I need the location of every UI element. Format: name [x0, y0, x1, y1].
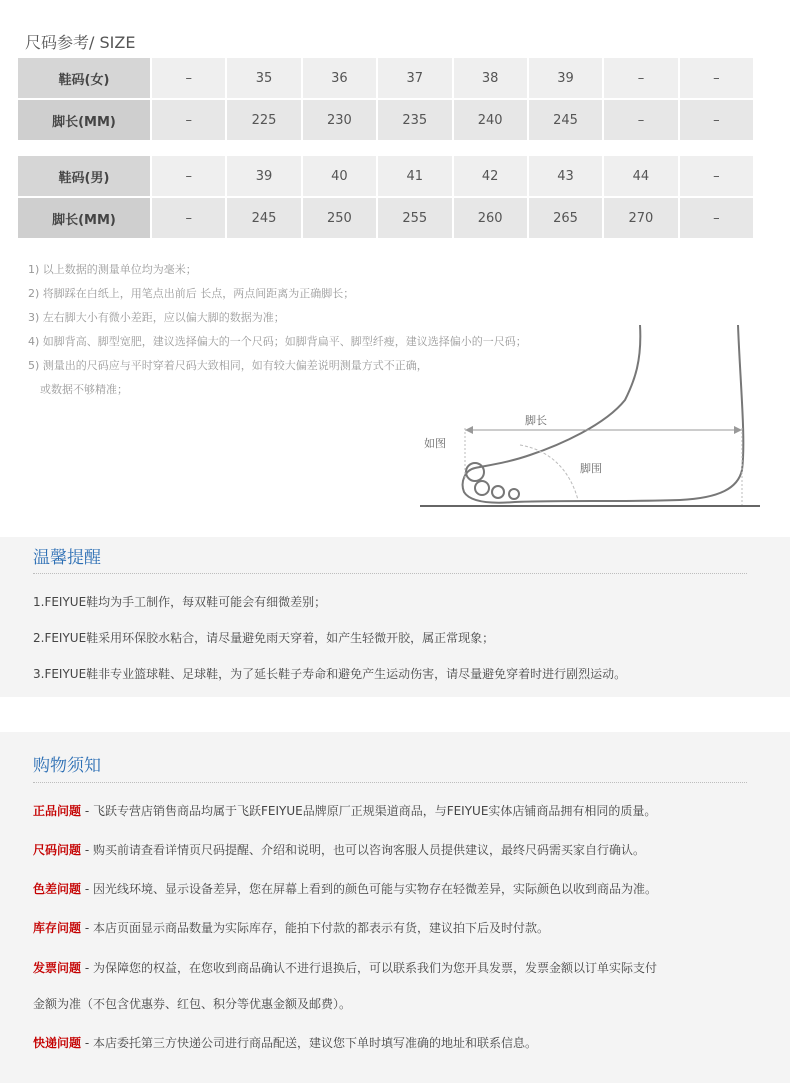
table-cell: 42	[453, 156, 528, 197]
table-row	[18, 58, 754, 99]
table-cell: 37	[377, 58, 452, 99]
tip-item: 3.FEIYUE鞋非专业篮球鞋、足球鞋，为了延长鞋子寿命和避免产生运动伤害，请尽量避免穿着时进行剧烈运动。	[33, 667, 627, 681]
notice-item	[33, 919, 549, 936]
toe	[475, 481, 489, 495]
notice-text: - 为保障您的权益，在您收到商品确认不进行退换后，可以联系我们为您开具发票，发票金额以订单实际支付	[81, 961, 657, 975]
table-cell: –	[679, 156, 754, 197]
size-title: 尺码参考/ SIZE	[25, 33, 136, 52]
notice-text: 金额为准（不包含优惠券、红包、积分等优惠金额及邮费）。	[33, 997, 352, 1011]
notice-item	[33, 995, 351, 1012]
notice-item	[33, 959, 657, 976]
table-cell: 230	[302, 99, 377, 141]
table-cell: –	[679, 197, 754, 239]
notice-key: 发票问题	[33, 961, 82, 975]
table-cell: –	[151, 99, 226, 141]
shopping-title: 购物须知	[33, 756, 101, 776]
table-row	[18, 197, 754, 239]
table-cell: 35	[226, 58, 301, 99]
example-label: 如图	[424, 438, 446, 450]
row-label: 鞋码(女)	[18, 58, 151, 99]
table-cell: 250	[302, 197, 377, 239]
notice-key: 正品问题	[33, 804, 82, 818]
length-label: 脚长	[525, 415, 547, 427]
table-cell: 245	[528, 99, 603, 141]
girth-arc	[520, 445, 578, 500]
table-cell: 44	[603, 156, 678, 197]
notice-item	[33, 841, 645, 858]
notice-key: 快递问题	[33, 1036, 82, 1050]
tips-section	[0, 537, 790, 697]
note-item: 4) 如脚背高、脚型宽肥，建议选择偏大的一个尺码；如脚背扁平、脚型纤瘦，建议选择偏小的一尺码；	[28, 335, 527, 348]
table-cell: 43	[528, 156, 603, 197]
tip-item: 2.FEIYUE鞋采用环保胶水粘合，请尽量避免雨天穿着，如产生轻微开胶，属正常现象；	[33, 631, 495, 645]
divider	[33, 573, 747, 574]
table-cell: 39	[226, 156, 301, 197]
table-cell: 260	[453, 197, 528, 239]
notice-text: - 飞跃专营店销售商品均属于飞跃FEIYUE品牌原厂正规渠道商品，与FEIYUE实体店铺商品拥有相同的质量。	[81, 804, 657, 818]
notice-text: - 购买前请查看详情页尺码提醒、介绍和说明，也可以咨询客服人员提供建议，最终尺码需买家自行确认。	[81, 843, 645, 857]
divider	[33, 782, 747, 783]
row-label: 脚长(MM)	[18, 99, 151, 141]
table-cell: 255	[377, 197, 452, 239]
table-cell: 245	[226, 197, 301, 239]
notice-item	[33, 1034, 537, 1051]
notice-key: 库存问题	[33, 921, 82, 935]
note-item: 或数据不够精准；	[40, 383, 128, 396]
shopping-section	[0, 732, 790, 1083]
notice-text: - 本店页面显示商品数量为实际库存，能拍下付款的都表示有货，建议拍下后及时付款。	[81, 921, 549, 935]
tips-title: 温馨提醒	[33, 548, 101, 568]
table-cell: –	[603, 99, 678, 141]
row-label: 鞋码(男)	[18, 156, 151, 197]
table-cell: 40	[302, 156, 377, 197]
notice-item	[33, 802, 656, 819]
note-item: 3) 左右脚大小有微小差距，应以偏大脚的数据为准；	[28, 311, 285, 324]
notice-item	[33, 880, 657, 897]
table-cell: 270	[603, 197, 678, 239]
note-item: 1) 以上数据的测量单位均为毫米；	[28, 263, 197, 276]
arrow-head-left	[465, 426, 473, 434]
women-size-table	[18, 58, 755, 142]
table-cell: 265	[528, 197, 603, 239]
note-item: 5) 测量出的尺码应与平时穿着尺码大致相同，如有较大偏差说明测量方式不正确，	[28, 359, 428, 372]
girth-label: 脚围	[580, 463, 602, 475]
foot-outline	[463, 325, 744, 503]
tip-item: 1.FEIYUE鞋均为手工制作，每双鞋可能会有细微差别；	[33, 595, 327, 609]
notice-text: - 本店委托第三方快递公司进行商品配送，建议您下单时填写准确的地址和联系信息。	[81, 1036, 537, 1050]
row-label: 脚长(MM)	[18, 197, 151, 239]
table-cell: 235	[377, 99, 452, 141]
table-cell: –	[603, 58, 678, 99]
table-cell: 36	[302, 58, 377, 99]
note-item: 2) 将脚踩在白纸上，用笔点出前后 长点，两点间距离为正确脚长；	[28, 287, 355, 300]
men-size-table	[18, 156, 755, 240]
table-cell: –	[679, 58, 754, 99]
table-cell: 41	[377, 156, 452, 197]
notice-key: 尺码问题	[33, 843, 82, 857]
foot-measure-diagram	[420, 320, 760, 520]
notice-text: - 因光线环境、显示设备差异，您在屏幕上看到的颜色可能与实物存在轻微差异，实际颜色以收到商品为准。	[81, 882, 657, 896]
table-row	[18, 99, 754, 141]
table-cell: 39	[528, 58, 603, 99]
table-cell: –	[151, 197, 226, 239]
arrow-head-right	[734, 426, 742, 434]
table-cell: 240	[453, 99, 528, 141]
notice-key: 色差问题	[33, 882, 82, 896]
table-cell: 225	[226, 99, 301, 141]
table-cell: 38	[453, 58, 528, 99]
table-row	[18, 156, 754, 197]
table-cell: –	[679, 99, 754, 141]
table-cell: –	[151, 156, 226, 197]
toe	[509, 489, 519, 499]
toe	[492, 486, 504, 498]
table-cell: –	[151, 58, 226, 99]
